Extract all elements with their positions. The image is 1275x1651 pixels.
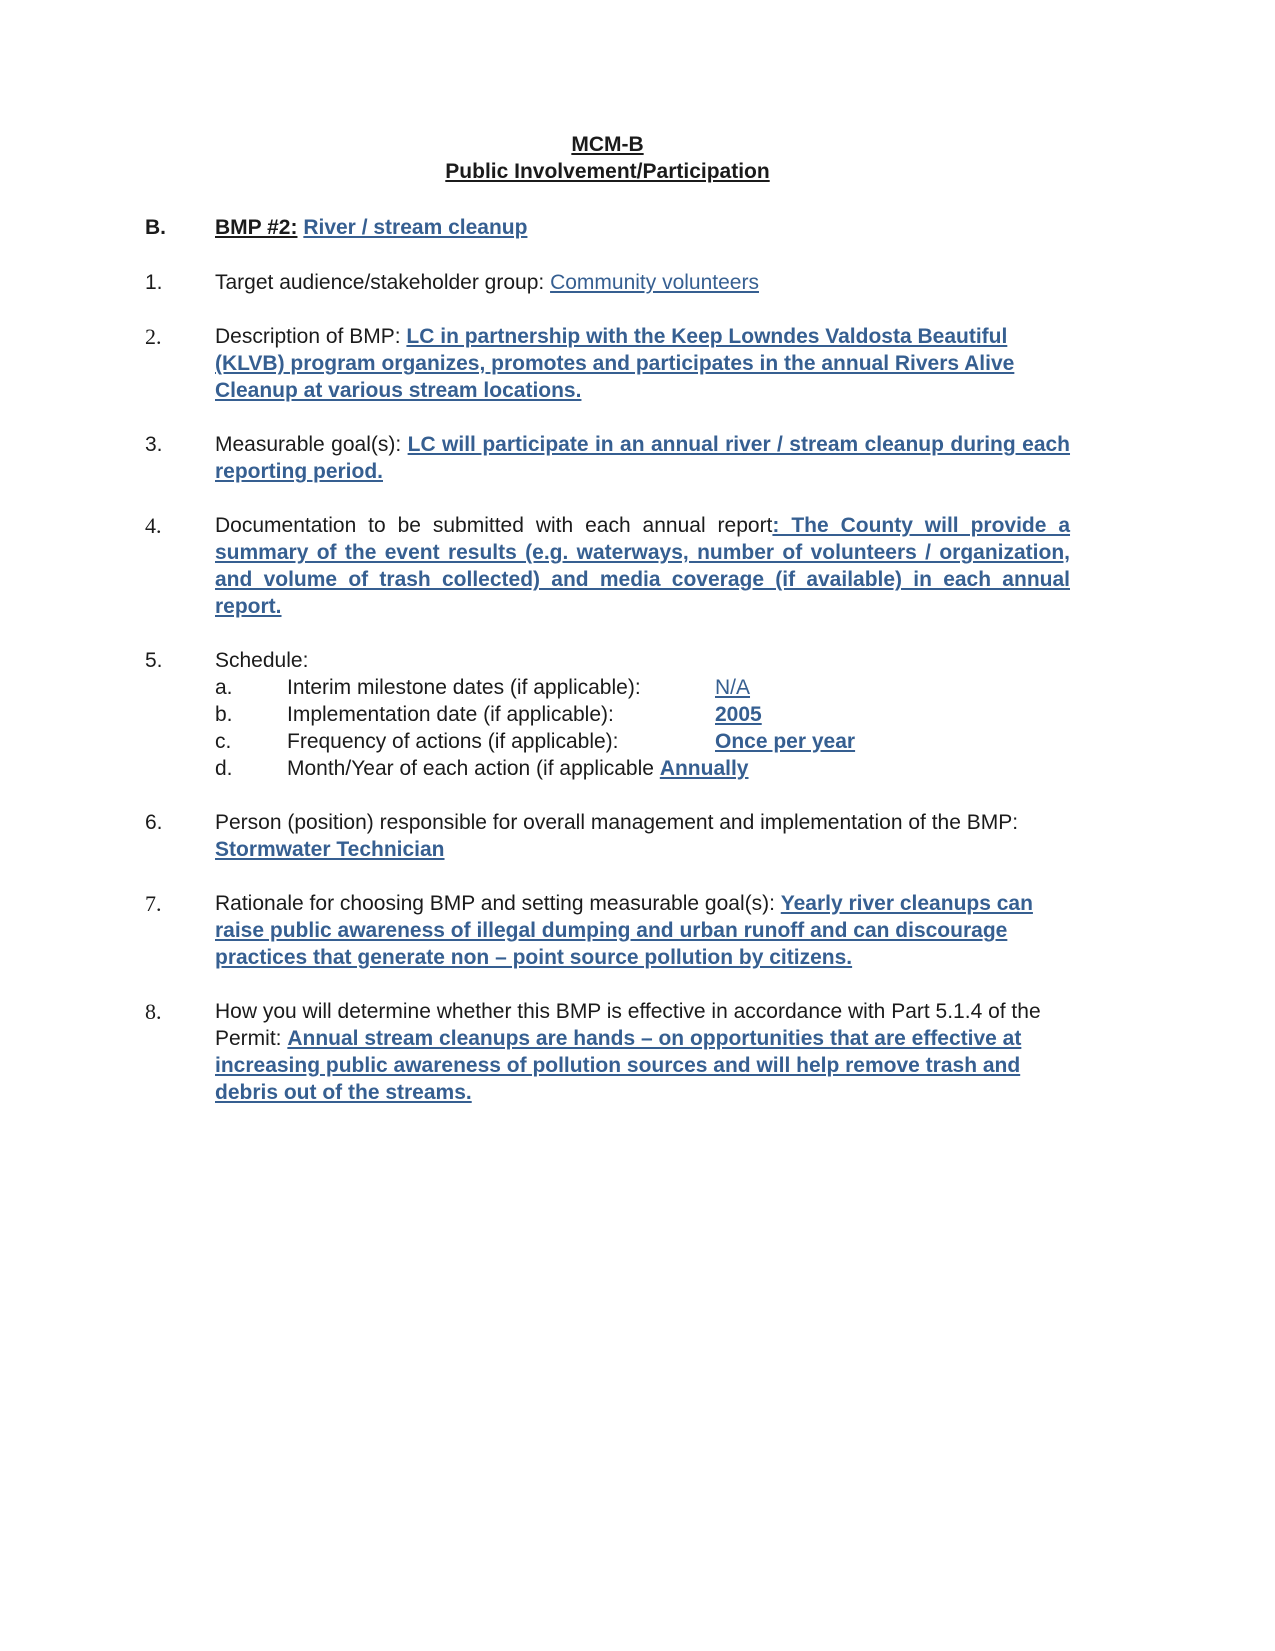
section-heading-value: River / stream cleanup	[303, 216, 528, 239]
subitem-label: Frequency of actions (if applicable):	[287, 730, 619, 753]
item-label: Description of BMP:	[215, 325, 407, 348]
item-number: 1.	[145, 271, 163, 294]
item-number: 5.	[145, 649, 163, 672]
subitem-answer: Once per year	[715, 730, 856, 753]
list-item-5	[145, 647, 1070, 782]
list-item-7	[145, 890, 1070, 971]
subitem-answer: N/A	[715, 676, 751, 699]
title-line-2: Public Involvement/Participation	[445, 160, 770, 183]
item-body	[215, 431, 1070, 485]
item-number: 4.	[145, 513, 162, 538]
schedule-subitem-c	[215, 728, 1070, 755]
list-item-3	[145, 431, 1070, 485]
item-body	[215, 890, 1070, 971]
subitem-answer: Annually	[659, 757, 749, 780]
schedule-subitem-a	[215, 674, 1070, 701]
subitem-answer: 2005	[715, 703, 762, 726]
item-answer: Annual stream cleanups are hands – on opportunities that are effective at increasing public awareness of pollution sources and will help remove trash and debris out of the streams.	[215, 1027, 1022, 1104]
item-label: Schedule:	[215, 649, 309, 672]
list-item-4	[145, 512, 1070, 620]
item-answer: Stormwater Technician	[215, 838, 445, 861]
section-b-heading	[145, 214, 1070, 241]
list-item-1	[145, 269, 1070, 296]
list-item-2	[145, 323, 1070, 404]
item-number: 6.	[145, 811, 163, 834]
item-number: 2.	[145, 324, 162, 349]
subitem-letter: b.	[215, 703, 233, 726]
item-answer: Community volunteers	[550, 271, 759, 294]
item-answer: Yearly river cleanups can raise public awareness of illegal dumping and urban runoff and can discourage practices that generate non – point source pollution by citizens.	[215, 892, 1033, 969]
list-item-8	[145, 998, 1070, 1106]
item-body	[215, 269, 1070, 296]
subitem-label: Interim milestone dates (if applicable):	[287, 676, 641, 699]
item-answer: LC will participate in an annual river / stream cleanup during each reporting period.	[215, 433, 1071, 483]
item-label: Rationale for choosing BMP and setting measurable goal(s):	[215, 892, 781, 915]
item-body	[215, 512, 1070, 620]
item-label: Target audience/stakeholder group:	[215, 271, 551, 294]
subitem-body	[287, 755, 1070, 782]
item-body	[215, 323, 1070, 404]
item-answer: LC in partnership with the Keep Lowndes Valdosta Beautiful (KLVB) program organizes, promotes and participates in the annual Rivers Alive Cleanup at various stream locations.	[215, 325, 1015, 402]
item-label: Person (position) responsible for overall management and implementation of the BMP:	[215, 811, 1019, 834]
item-label: Measurable goal(s):	[215, 433, 408, 456]
section-letter: B.	[145, 216, 166, 239]
item-number: 7.	[145, 891, 162, 916]
item-number: 3.	[145, 433, 163, 456]
schedule-subitem-b	[215, 701, 1070, 728]
subitem-letter: d.	[215, 757, 233, 780]
item-body	[215, 998, 1070, 1106]
item-body	[215, 809, 1070, 863]
subitem-letter: c.	[215, 730, 232, 753]
item-number: 8.	[145, 999, 162, 1024]
list-item-6	[145, 809, 1070, 863]
item-label: Documentation to be submitted with each annual report	[215, 514, 773, 537]
section-heading-label: BMP #2:	[215, 216, 298, 239]
item-answer: : The County will provide a summary of the event results (e.g. waterways, number of volunteers / organization, and volume of trash collected) and media coverage (if available) in each annual report.	[215, 514, 1071, 618]
item-label: How you will determine whether this BMP is effective in accordance with Part 5.1.4 of the Permit:	[215, 1000, 1041, 1050]
schedule-subitem-d	[215, 755, 1070, 782]
section-heading-text	[215, 214, 527, 241]
title-line-1: MCM-B	[571, 133, 644, 156]
document-title	[145, 131, 1070, 185]
subitem-label: Implementation date (if applicable):	[287, 703, 614, 726]
subitem-letter: a.	[215, 676, 233, 699]
document-content	[145, 0, 1070, 1106]
subitem-label: Month/Year of each action (if applicable	[287, 757, 654, 780]
item-body	[215, 647, 1070, 782]
